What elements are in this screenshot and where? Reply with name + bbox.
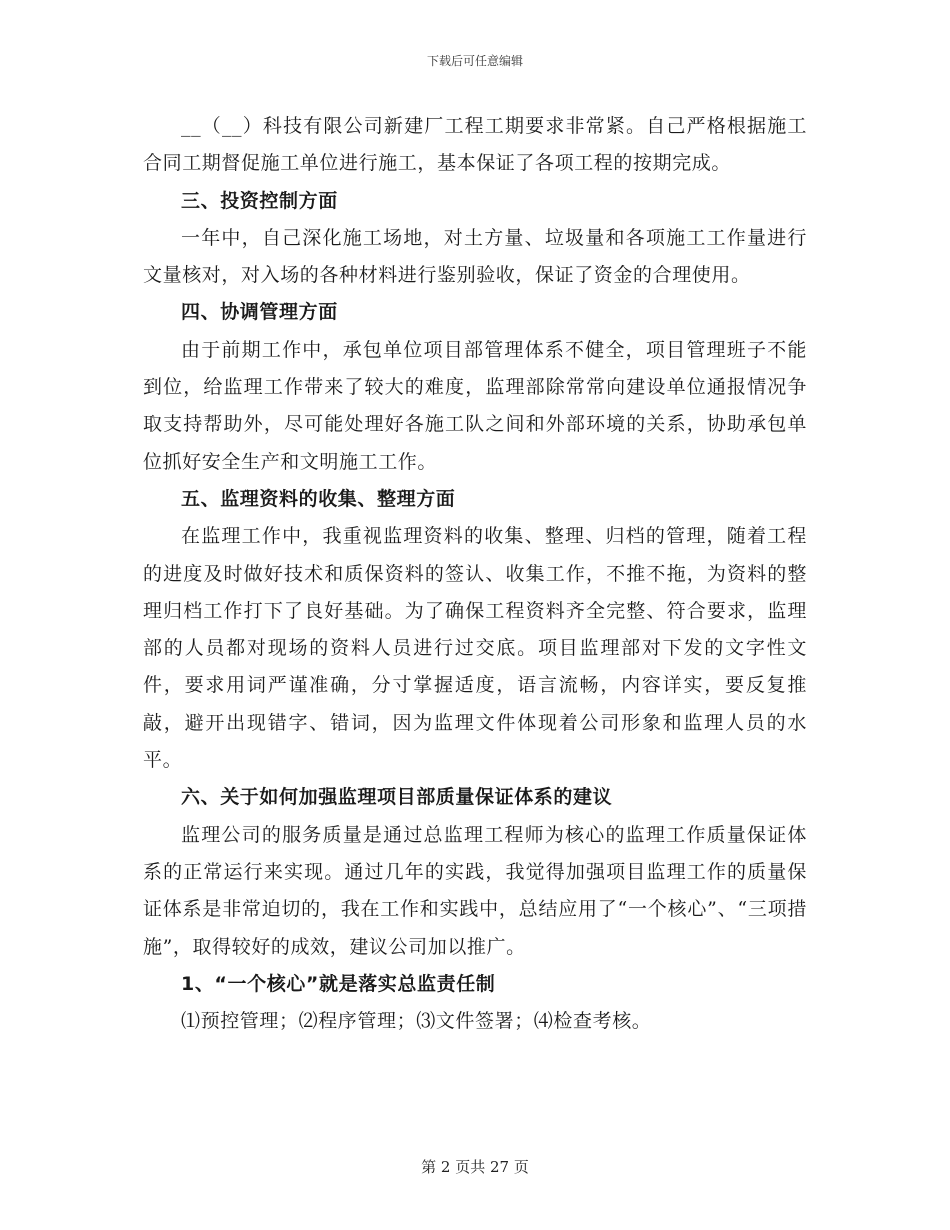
paragraph-schedule: __（__）科技有限公司新建厂工程工期要求非常紧。自己严格根据施工合同工期督促施工单位进行施工，基本保证了各项工程的按期完成。 [143,115,807,175]
paragraph-measures-list: ⑴预控管理；⑵程序管理；⑶文件签署；⑷检查考核。 [181,1010,652,1033]
heading-suggestions: 六、关于如何加强监理项目部质量保证体系的建议 [181,786,613,809]
paragraph-documents: 在监理工作中，我重视监理资料的收集、整理、归档的管理，随着工程的进度及时做好技术和质保资料的签认、收集工作，不推不拖，为资料的整理归档工作打下了良好基础。为了确保工程资料齐全完整、符合要求，监理部的人员都对现场的资料人员进行过交底。项目监理部对下发的文字性文件，要求用词严谨准确，分寸掌握适度，语言流畅，内容详实，要反复推敲，避开出现错字、错词，因为监理文件体现着公司形象和监理人员的水平。 [143,525,807,772]
heading-coordination: 四、协调管理方面 [181,301,338,324]
paragraph-investment: 一年中，自己深化施工场地，对土方量、垃圾量和各项施工工作量进行文量核对，对入场的各种材料进行鉴别验收，保证了资金的合理使用。 [143,226,807,287]
document-body [143,108,807,1040]
paragraph-coordination: 由于前期工作中，承包单位项目部管理体系不健全，项目管理班子不能到位，给监理工作带来了较大的难度，监理部除常常向建设单位通报情况争取支持帮助外，尽可能处理好各施工队之间和外部环境的关系，协助承包单位抓好安全生产和文明施工工作。 [143,338,807,473]
page-footer: 第 2 页共 27 页 [421,1158,529,1176]
heading-investment-control: 三、投资控制方面 [181,189,338,212]
page-header: 下载后可任意编辑 [426,54,523,68]
heading-documents: 五、监理资料的收集、整理方面 [181,487,456,510]
heading-one-core: 1、“一个核心”就是落实总监责任制 [181,972,496,995]
paragraph-suggestions: 监理公司的服务质量是通过总监理工程师为核心的监理工作质量保证体系的正常运行来实现。通过几年的实践，我觉得加强项目监理工作的质量保证体系是非常迫切的，我在工作和实践中，总结应用了“一个核心”、“三项措施”，取得较好的成效，建议公司加以推广。 [143,823,807,958]
